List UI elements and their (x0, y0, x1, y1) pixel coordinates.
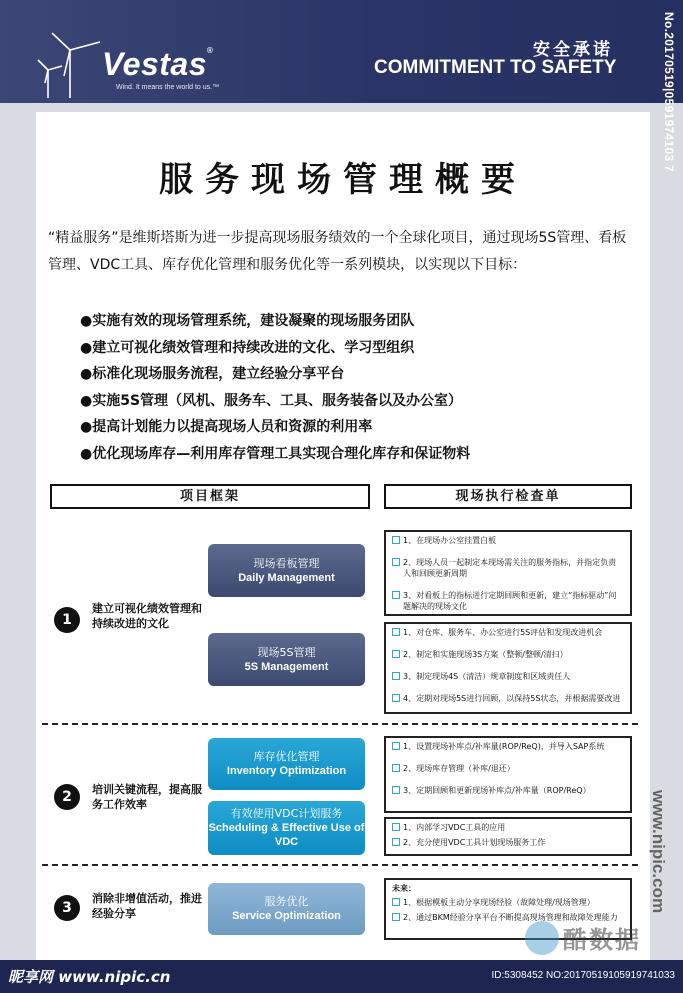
goal-item: ●实施5S管理（风机、服务车、工具、服务装备以及办公室） (80, 392, 463, 409)
goal-item: ●标准化现场服务流程，建立经验分享平台 (80, 366, 345, 382)
checkbox-icon (392, 913, 400, 921)
checklist-item: 2、现场库存管理（补库/退还） (392, 763, 624, 774)
side-url-watermark: www.nipic.com (649, 790, 668, 914)
watermark-text: 酷数据 (563, 926, 641, 954)
checklist-item: 3、定期回顾和更新现场补库点/补库量（ROP/ReQ） (392, 785, 624, 796)
side-id-watermark: No.20170519|0591974103 7 (662, 12, 676, 173)
module-title-cn: 有效使用VDC计划服务 (230, 807, 343, 820)
checklist-item: 3、制定现场4S（清洁）规章制度和区域责任人 (392, 671, 624, 682)
section-label: 培训关键流程，提高服务工作效率 (92, 783, 202, 811)
goal-item: ●建立可视化绩效管理和持续改进的文化、学习型组织 (80, 339, 415, 356)
section-divider (42, 864, 638, 866)
checklist-5s-management (384, 622, 632, 714)
module-scheduling-vdc (208, 801, 365, 855)
module-inventory-optimization (208, 738, 365, 790)
checklist-heading: 未来： (392, 884, 416, 893)
section-label: 建立可视化绩效管理和持续改进的文化 (92, 602, 202, 630)
checklist-daily-management (384, 530, 632, 616)
module-title-en: Daily Management (238, 571, 335, 584)
module-title-en: Inventory Optimization (226, 765, 347, 777)
checklist-item: 2、制定和实施现场3S方案（整顿/整顿/清扫） (392, 649, 624, 660)
checkbox-icon (392, 764, 400, 772)
logo-wordmark: Vestas® (102, 46, 214, 82)
footer-id: ID:5308452 NO:20170519105919741033 (491, 970, 675, 981)
module-5s-management (208, 633, 365, 686)
module-service-optimization (208, 883, 365, 935)
checklist-vdc (384, 817, 632, 856)
checklist-item: 4、定期对现场5S进行回顾，以保持5S状态，并根据需要改进 (392, 693, 624, 704)
section-divider (42, 723, 638, 725)
kuid-watermark (525, 920, 641, 955)
module-title-en: Service Optimization (232, 910, 341, 922)
header-banner (0, 0, 683, 173)
goal-item: ●优化现场库存—利用库存管理工具实现合理化库存和保证物料 (80, 445, 471, 462)
footer-site: 昵享网 www.nipic.cn (8, 968, 171, 986)
checklist-inventory (384, 736, 632, 813)
section-number-badge: 1 (54, 607, 80, 633)
checkbox-icon (392, 536, 400, 544)
checklist-item: 1、设置现场补库点/补库量(ROP/ReQ)，并导入SAP系统 (392, 741, 624, 752)
safety-title-en: COMMITMENT TO SAFETY (374, 57, 617, 78)
module-title-cn: 库存优化管理 (253, 750, 320, 763)
checkbox-icon (392, 742, 400, 750)
page-title: 服务现场管理概要 (159, 160, 527, 200)
checkbox-icon (392, 786, 400, 794)
footer-bar (0, 960, 683, 993)
module-title-en: Scheduling & Effective Use of VDC (208, 822, 365, 848)
goal-item: ●提高计划能力以提高现场人员和资源的利用率 (80, 419, 373, 435)
intro-paragraph: “精益服务”是维斯塔斯为进一步提高现场服务绩效的一个全球化项目，通过现场5S管理、看板管理、VDC工具、库存优化管理和服务优化等一系列模块，以实现以下目标： (48, 230, 627, 273)
logo-tagline: Wind. It means the world to us.™ (116, 84, 220, 91)
checkbox-icon (392, 838, 400, 846)
checklist-item: 2、现场人员一起制定本现场需关注的服务指标，并指定负责人和回顾更新周期 (392, 557, 624, 579)
summary-sheet (36, 112, 650, 960)
section-label: 消除非增值活动，推进经验分享 (92, 892, 202, 920)
checkbox-icon (392, 694, 400, 702)
module-title-en: 5S Management (244, 660, 329, 673)
checkbox-icon (392, 898, 400, 906)
safety-title-cn: 安全承诺 (533, 40, 613, 60)
checklist-item: 3、对看板上的指标进行定期回顾和更新，建立“指标驱动”问题解决的现场文化 (392, 590, 624, 612)
checklist-item: 1、内部学习VDC工具的应用 (392, 822, 624, 833)
checkbox-icon (392, 823, 400, 831)
vestas-logo (30, 28, 260, 96)
checklist-item: 1、对仓库、服务车、办公室进行5S评估和发现改进机会 (392, 627, 624, 638)
checklist-item: 1、在现场办公室挂置白板 (392, 535, 624, 546)
module-title-cn: 现场看板管理 (253, 556, 320, 570)
checklist-item: 1、根据模板主动分享现场经验（故障处理/现场管理） (392, 897, 624, 908)
module-daily-management (208, 544, 365, 597)
column-header-framework: 项目框架 (50, 484, 370, 509)
checkbox-icon (392, 591, 400, 599)
wind-turbine-icon (30, 28, 108, 98)
goal-list (80, 308, 640, 467)
checkbox-icon (392, 558, 400, 566)
column-header-checklist: 现场执行检查单 (384, 484, 632, 509)
section-number-badge: 3 (54, 895, 80, 921)
play-icon (525, 921, 559, 955)
goal-item: ●实施有效的现场管理系统，建设凝聚的现场服务团队 (80, 313, 415, 329)
checkbox-icon (392, 650, 400, 658)
checkbox-icon (392, 672, 400, 680)
section-number-badge: 2 (54, 784, 80, 810)
checkbox-icon (392, 628, 400, 636)
module-title-cn: 现场5S管理 (257, 645, 316, 659)
module-title-cn: 服务优化 (264, 895, 309, 908)
checklist-item: 2、通过BKM经验分享平台不断提高现场管理和故障处理能力 (392, 912, 624, 923)
checklist-item: 2、充分使用VDC工具计划现场服务工作 (392, 837, 624, 848)
